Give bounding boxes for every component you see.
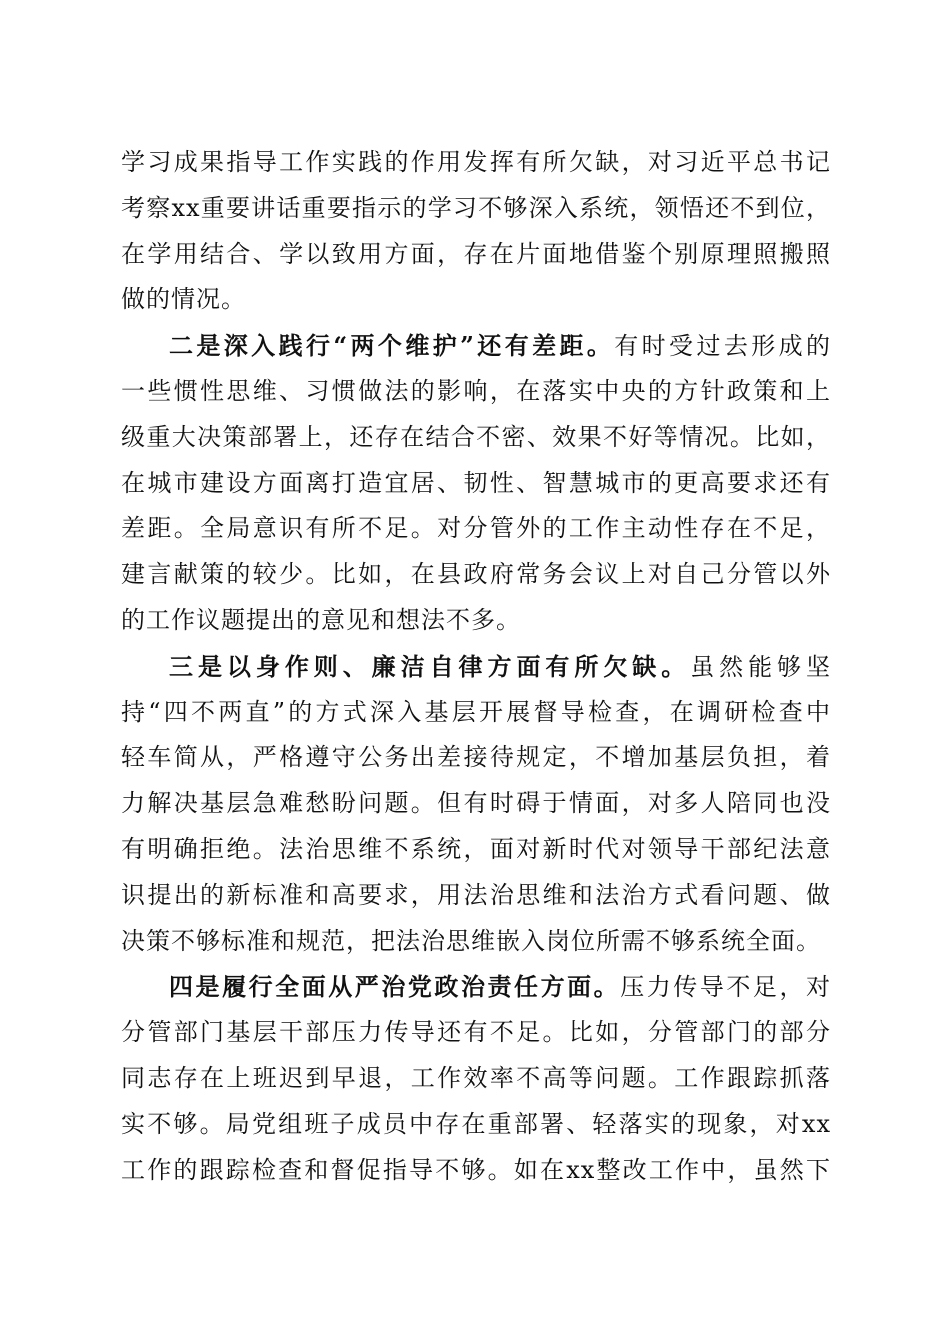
text-line: 力解决基层急难愁盼问题。但有时碍于情面，对多人陪同也没	[121, 789, 831, 818]
paragraph-first-line	[121, 644, 831, 690]
text-line: 的工作议题提出的意见和想法不多。	[121, 605, 521, 634]
text-line: 差距。全局意识有所不足。对分管外的工作主动性存在不足，	[121, 514, 831, 543]
text-line: 学习成果指导工作实践的作用发挥有所欠缺，对习近平总书记	[121, 148, 831, 176]
text-line: 轻车简从，严格遵守公务出差接待规定，不增加基层负担，着	[121, 743, 831, 772]
text-line: 在城市建设方面离打造宜居、韧性、智慧城市的更高要求还有	[121, 468, 831, 497]
text-line: 实不够。局党组班子成员中存在重部署、轻落实的现象，对xx	[121, 1109, 831, 1138]
text-line: 考察xx重要讲话重要指示的学习不够深入系统，领悟还不到位，	[121, 193, 831, 222]
paragraph-first-line-rest: 有时受过去形成的	[614, 332, 832, 361]
paragraph-first-line-rest: 虽然能够坚	[690, 652, 832, 681]
text-line: 持“四不两直”的方式深入基层开展督导检查，在调研检查中	[121, 697, 831, 726]
document-body	[121, 140, 831, 1193]
text-line: 在学用结合、学以致用方面，存在片面地借鉴个别原理照搬照	[121, 239, 831, 268]
text-line: 建言献策的较少。比如，在县政府常务会议上对自己分管以外	[121, 560, 831, 589]
paragraph-first-line	[121, 964, 831, 1010]
text-line: 一些惯性思维、习惯做法的影响，在落实中央的方针政策和上	[121, 376, 831, 405]
text-line: 分管部门基层干部压力传导还有不足。比如，分管部门的部分	[121, 1018, 831, 1047]
text-line: 有明确拒绝。法治思维不系统，面对新时代对领导干部纪法意	[121, 834, 831, 863]
paragraph-first-line	[121, 323, 831, 369]
text-line: 工作的跟踪检查和督促指导不够。如在xx整改工作中，虽然下	[121, 1155, 831, 1184]
paragraph-lead: 二是深入践行“两个维护”还有差距。	[169, 331, 615, 361]
text-line: 级重大决策部署上，还存在结合不密、效果不好等情况。比如，	[121, 422, 831, 451]
text-line: 做的情况。	[121, 285, 246, 314]
text-line: 识提出的新标准和高要求，用法治思维和法治方式看问题、做	[121, 880, 831, 909]
text-line: 决策不够标准和规范，把法治思维嵌入岗位所需不够系统全面。	[121, 926, 821, 955]
paragraph-first-line-rest: 压力传导不足，对	[620, 973, 832, 1002]
text-line: 同志存在上班迟到早退，工作效率不高等问题。工作跟踪抓落	[121, 1063, 831, 1092]
paragraph-lead: 三是以身作则、廉洁自律方面有所欠缺。	[169, 651, 691, 681]
paragraph-lead: 四是履行全面从严治党政治责任方面。	[169, 972, 621, 1002]
